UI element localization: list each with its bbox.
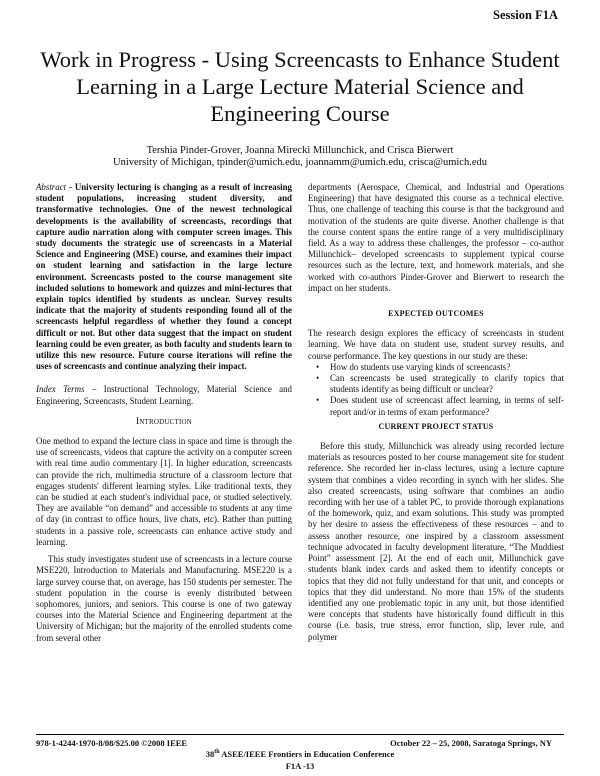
section-heading-outcomes: EXPECTED OUTCOMES bbox=[388, 309, 484, 319]
list-item: • Does student use of screencast affect learning, in terms of self-report and/or in terms of exam performance? bbox=[308, 395, 564, 417]
section-heading-status: CURRENT PROJECT STATUS bbox=[378, 421, 494, 431]
footer-date: October 22 – 25, 2008, Saratoga Springs, NY bbox=[390, 738, 552, 748]
author-affiliation: University of Michigan, tpinder@umich.edu, joannamm@umich.edu, crisca@umich.edu bbox=[113, 156, 487, 168]
right-column bbox=[308, 182, 564, 643]
footer-conference-sup: th bbox=[214, 749, 220, 756]
footer-conference: 38th ASEE/IEEE Frontiers in Education Conference bbox=[205, 749, 395, 759]
abstract bbox=[36, 182, 292, 372]
status-paragraph: Before this study, Millunchick was already using recorded lecture materials as resources posted to her course management site for student reference. She recorded her in-class lectures, using a lecture capture system that combines a video recording in synch with her slides. She also created screencasts, using software that combines an audio recording with her use of a tablet PC, to provide thorough explanations of the homework, quiz, and exam solutions. This study was prompted by her desire to assess the effectiveness of these resources – and to assess another resource, one inspired by a classroom assessment technique advocated in faculty development literature, “The Muddiest Point” assessment [2]. At the end of each unit, Millunchick gave students blank index cards and asked them to identify concepts or topics that they did not fully understand for that unit, and concepts or topics that they did understand. No more than 15% of the students identified any one problematic topic in any unit, but those identified were concepts that students have historically found difficult in this course (i.e. basis, true stress, error function, slip, lever rule, and polymer bbox=[308, 441, 564, 642]
list-item: • How do students use varying kinds of screencasts? bbox=[308, 362, 564, 373]
intro-paragraph-2: This study investigates student use of screencasts in a lecture course MSE220, Introduction to Materials and Manufacturing. MSE220 is a large survey course that, on average, has 150 students per semester. The student population in the course is evenly distributed between sophomores, juniors, and seniors. This course is one of two gateway courses into the Material Science and Engineering department at the University of Michigan; but the majority of the enrolled students come from several other bbox=[36, 554, 292, 643]
outcomes-paragraph: The research design explores the efficacy of screencasts in student learning. We have data on student use, student survey results, and course performance. The key questions in our study are these: bbox=[308, 328, 564, 361]
footer-isbn: 978-1-4244-1970-8/08/$25.00 ©2008 IEEE bbox=[36, 738, 188, 748]
author-names: Tershia Pinder-Grover, Joanna Mirecki Millunchick, and Crisca Bierwert bbox=[146, 145, 454, 156]
section-heading-introduction: Introduction bbox=[135, 416, 193, 427]
index-terms-text: – Instructional Technology, Material Science and Engineering, Screencasts, Student Learning. bbox=[36, 384, 292, 406]
right-paragraph-1: departments (Aerospace, Chemical, and Industrial and Operations Engineering) that have designated this course as a technical elective. Thus, one challenge of teaching this course is that the background and motivation of the students are quite diverse. Another challenge is that the course content spans the entire range of a very multidisciplinary field. As a way to address these challenges, the professor – co-author Millunchick– developed screencasts to supplement typical course resources such as the lecture, text, and homework materials, and she worked with co-authors Pinder-Grover and Bierwert to research the impact on her students. bbox=[308, 182, 564, 293]
abstract-text: - University lecturing is changing as a result of increasing student populations, increasing student diversity, and transformative technologies. One of the newest technological developments is the availability of screencasts, recordings that capture audio narration along with computer screen images. This study documents the strategic use of screencasts in a Material Science and Engineering (MSE) course, and examines their impact on student learning and satisfaction in the large lecture environment. Screencasts posted to the course management site included solutions to homework and quizzes and mini-lectures that explain topics identified by students as unclear. Survey results indicate that the majority of students responding found all of the screencasts helpful regardless of whether they found a concept difficult or not. But other data suggest that the impact on student learning could be even greater, as both faculty and students learn to utilize this new resource. Future course iterations will refine the uses of screencasts and continue analyzing their impact. bbox=[36, 182, 292, 372]
questions-list bbox=[308, 362, 564, 418]
index-terms bbox=[36, 384, 292, 406]
session-label: Session F1A bbox=[493, 8, 558, 22]
author-block bbox=[40, 145, 560, 168]
index-terms-label: Index Terms bbox=[36, 384, 85, 395]
list-item: • Can screencasts be used strategically to clarify topics that students identify as being difficult or unclear? bbox=[308, 373, 564, 395]
abstract-label: Abstract bbox=[36, 182, 67, 192]
left-column bbox=[36, 182, 292, 644]
paper-title: Work in Progress - Using Screencasts to Enhance Student Learning in a Large Lecture Material Science and Engineering Course bbox=[40, 47, 560, 126]
footer-divider bbox=[36, 734, 564, 735]
page-number: F1A -13 bbox=[285, 761, 315, 771]
intro-paragraph-1: One method to expand the lecture class in space and time is through the use of screencasts, videos that capture the activity on a computer screen with real time audio commentary [1]. In higher education, screencasts can provide the rich, multimedia structure of a classroom lecture that engages students' different learning styles. Like traditional texts, they can be studied at each student's individual pace, or studied selectively. They are available “on demand” and accessible to students at any time of day (in contrast to office hours, live chats, etc). Rather than putting students in a passive role, screencasts can enhance active study and learning. bbox=[36, 436, 292, 547]
